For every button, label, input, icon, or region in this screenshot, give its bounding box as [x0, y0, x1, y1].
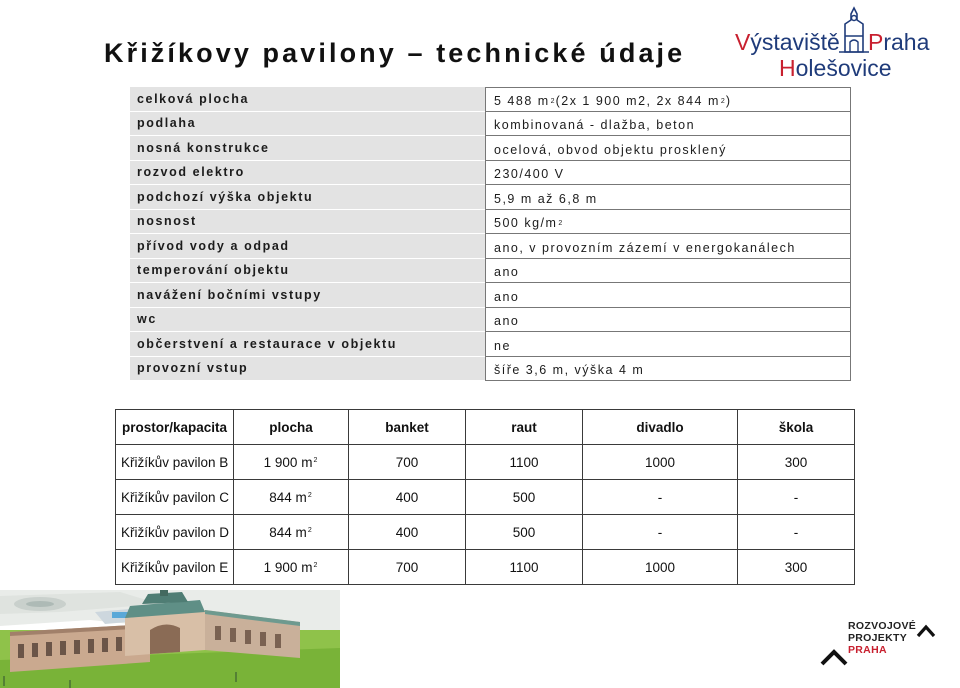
area-cell: 844 $m^2$ — [234, 480, 349, 515]
rozvojove-projekty-logo — [820, 620, 940, 670]
spec-value: 500 kg/m 2 — [485, 210, 851, 235]
skola-cell: - — [738, 480, 855, 515]
tower-icon — [837, 6, 871, 54]
spec-row — [130, 112, 851, 137]
skola-cell: - — [738, 515, 855, 550]
skola-cell: 300 — [738, 445, 855, 480]
capacity-header-row — [116, 410, 855, 445]
spec-value: ano — [485, 283, 851, 308]
chevron-up-icon — [820, 648, 848, 666]
header-cell: plocha — [234, 410, 349, 445]
divadlo-cell: 1000 — [583, 550, 738, 585]
logo-line-1: Výstaviště — [735, 29, 840, 55]
table-row — [116, 480, 855, 515]
vystaviste-logo — [735, 6, 935, 82]
spec-value: ano — [485, 259, 851, 284]
banket-cell: 700 — [349, 445, 466, 480]
spec-key: celková plocha — [130, 87, 485, 112]
area-cell: 844 $m^2$ — [234, 515, 349, 550]
spec-value: 5,9 m až 6,8 m — [485, 185, 851, 210]
spec-key: wc — [130, 308, 485, 333]
spec-key: temperování objektu — [130, 259, 485, 284]
table-row — [116, 515, 855, 550]
spec-key: přívod vody a odpad — [130, 234, 485, 259]
table-row — [116, 550, 855, 585]
capacity-table — [115, 409, 855, 585]
venue-name: Křižíkův pavilon D — [116, 515, 234, 550]
technical-specs-table — [130, 87, 851, 381]
spec-row — [130, 87, 851, 112]
spec-key: podchozí výška objektu — [130, 185, 485, 210]
chevron-up-icon — [916, 624, 936, 638]
raut-cell: 1100 — [466, 550, 583, 585]
spec-value: 230/400 V — [485, 161, 851, 186]
divadlo-cell: - — [583, 515, 738, 550]
area-cell: 1 900 $m^2$ — [234, 445, 349, 480]
footer-logo-line-1: ROZVOJOVÉ — [848, 620, 917, 632]
spec-row — [130, 332, 851, 357]
spec-key: občerstvení a restaurace v objektu — [130, 332, 485, 357]
banket-cell: 700 — [349, 550, 466, 585]
raut-cell: 500 — [466, 515, 583, 550]
footer-logo-line-2: PROJEKTY — [848, 632, 907, 644]
spec-row — [130, 161, 851, 186]
spec-value: ne — [485, 332, 851, 357]
pavilion-rendering-image — [0, 590, 340, 688]
spec-row — [130, 234, 851, 259]
spec-value: ano, v provozním zázemí v energokanálech — [485, 234, 851, 259]
table-row — [116, 445, 855, 480]
spec-row — [130, 136, 851, 161]
spec-value: ano — [485, 308, 851, 333]
spec-key: rozvod elektro — [130, 161, 485, 186]
logo-line-3: Holešovice — [779, 55, 892, 81]
footer-logo-line-3: PRAHA — [848, 644, 887, 656]
header-cell: škola — [738, 410, 855, 445]
venue-name: Křižíkův pavilon B — [116, 445, 234, 480]
area-cell: 1 900 $m^2$ — [234, 550, 349, 585]
raut-cell: 500 — [466, 480, 583, 515]
spec-row — [130, 308, 851, 333]
spec-value: šíře 3,6 m, výška 4 m — [485, 357, 851, 382]
divadlo-cell: - — [583, 480, 738, 515]
spec-row — [130, 357, 851, 382]
spec-key: provozní vstup — [130, 357, 485, 382]
spec-value: 5 488 m 2 (2x 1 900 m2, 2x 844 m 2 ) — [485, 87, 851, 112]
page-title: Křižíkovy pavilony – technické údaje — [104, 38, 686, 68]
venue-name: Křižíkův pavilon C — [116, 480, 234, 515]
spec-row — [130, 283, 851, 308]
spec-key: nosná konstrukce — [130, 136, 485, 161]
header-cell: raut — [466, 410, 583, 445]
banket-cell: 400 — [349, 480, 466, 515]
divadlo-cell: 1000 — [583, 445, 738, 480]
spec-key: nosnost — [130, 210, 485, 235]
raut-cell: 1100 — [466, 445, 583, 480]
spec-row — [130, 210, 851, 235]
spec-row — [130, 185, 851, 210]
spec-key: navážení bočními vstupy — [130, 283, 485, 308]
logo-line-2: Praha — [868, 29, 930, 55]
header-cell: prostor/kapacita — [116, 410, 234, 445]
header-cell: divadlo — [583, 410, 738, 445]
skola-cell: 300 — [738, 550, 855, 585]
spec-value: kombinovaná - dlažba, beton — [485, 112, 851, 137]
banket-cell: 400 — [349, 515, 466, 550]
spec-key: podlaha — [130, 112, 485, 137]
header-cell: banket — [349, 410, 466, 445]
spec-value: ocelová, obvod objektu prosklený — [485, 136, 851, 161]
spec-row — [130, 259, 851, 284]
venue-name: Křižíkův pavilon E — [116, 550, 234, 585]
